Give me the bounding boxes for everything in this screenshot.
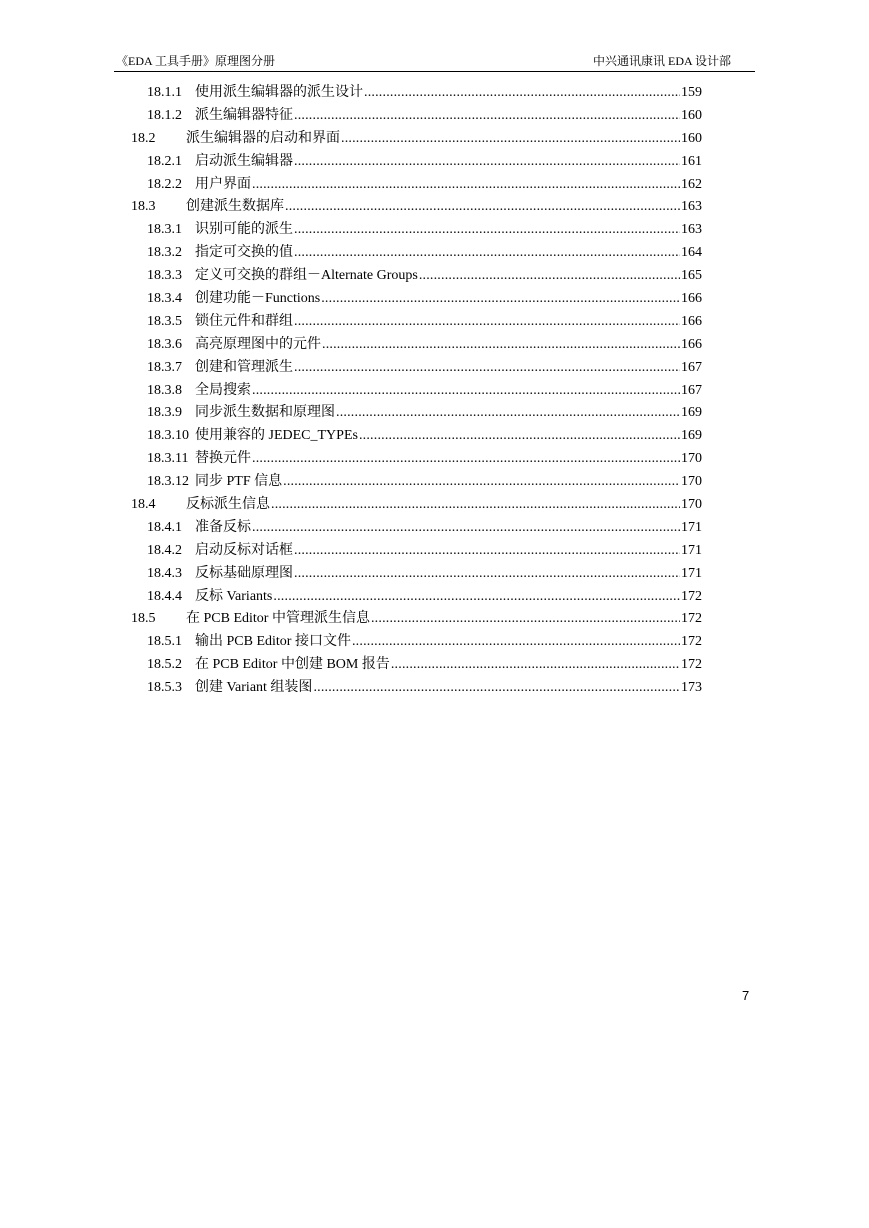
- toc-entry[interactable]: [128, 380, 702, 403]
- toc-entry[interactable]: [128, 311, 702, 334]
- toc-entry[interactable]: [128, 334, 702, 357]
- toc-entry[interactable]: [128, 128, 702, 151]
- toc-entry[interactable]: [128, 288, 702, 311]
- toc-entry-number: 18.3.1: [147, 222, 182, 238]
- toc-dot-leader: [371, 608, 680, 631]
- toc-dot-leader: [321, 288, 680, 311]
- toc-entry-page: 160: [681, 107, 702, 123]
- toc-entry-page: 170: [681, 474, 702, 490]
- toc-entry-title: 派生编辑器特征: [195, 107, 293, 123]
- toc-entry[interactable]: [128, 196, 702, 219]
- toc-entry[interactable]: [128, 82, 702, 105]
- toc-entry-number: 18.3.9: [147, 405, 182, 421]
- toc-entry-number: 18.3.3: [147, 268, 182, 284]
- toc-entry-page: 166: [681, 336, 702, 352]
- toc-entry[interactable]: [128, 654, 702, 677]
- toc-entry-page: 172: [681, 588, 702, 604]
- toc-entry-page: 173: [681, 680, 702, 696]
- toc-entry-title: 准备反标: [195, 519, 251, 535]
- toc-entry-title: 创建功能－Functions: [195, 291, 321, 307]
- toc-entry[interactable]: [128, 425, 702, 448]
- toc-entry-title: 启动派生编辑器: [195, 153, 293, 169]
- toc-entry-page: 170: [681, 451, 702, 467]
- toc-entry[interactable]: [128, 586, 702, 609]
- toc-entry-title: 高亮原理图中的元件: [195, 336, 321, 352]
- toc-entry-title: 启动反标对话框: [195, 542, 293, 558]
- toc-dot-leader: [341, 128, 680, 151]
- toc-entry-page: 169: [681, 405, 702, 421]
- toc-entry-number: 18.4.1: [147, 519, 182, 535]
- toc-entry-page: 160: [681, 130, 702, 146]
- toc-entry-number: 18.3.5: [147, 313, 182, 329]
- toc-entry[interactable]: [128, 517, 702, 540]
- toc-entry-number: 18.4: [131, 497, 156, 513]
- toc-entry-title: 在 PCB Editor 中管理派生信息: [186, 611, 370, 627]
- toc-entry-page: 165: [681, 268, 702, 284]
- toc-dot-leader: [271, 494, 680, 517]
- toc-dot-leader: [359, 425, 680, 448]
- toc-entry[interactable]: [128, 494, 702, 517]
- toc-entry[interactable]: [128, 174, 702, 197]
- toc-entry[interactable]: [128, 677, 702, 700]
- toc-dot-leader: [294, 105, 680, 128]
- toc-entry-number: 18.2: [131, 130, 156, 146]
- toc-entry-number: 18.3.7: [147, 359, 182, 375]
- toc-dot-leader: [294, 563, 680, 586]
- toc-dot-leader: [322, 334, 680, 357]
- page-header-left: 《EDA 工具手册》原理图分册: [116, 54, 276, 68]
- toc-dot-leader: [336, 402, 680, 425]
- toc-entry[interactable]: [128, 357, 702, 380]
- toc-entry-page: 164: [681, 245, 702, 261]
- toc-entry-number: 18.3.8: [147, 382, 182, 398]
- toc-dot-leader: [294, 219, 680, 242]
- toc-entry[interactable]: [128, 242, 702, 265]
- toc-entry-page: 170: [681, 497, 702, 513]
- toc-entry-title: 创建派生数据库: [186, 199, 284, 215]
- toc-entry-number: 18.4.2: [147, 542, 182, 558]
- toc-entry-title: 反标 Variants: [195, 588, 273, 604]
- toc-entry-page: 167: [681, 359, 702, 375]
- table-of-contents: [128, 82, 702, 700]
- toc-entry-number: 18.3.2: [147, 245, 182, 261]
- header-rule: [114, 71, 755, 72]
- toc-entry-title: 反标派生信息: [186, 497, 270, 513]
- toc-entry-title: 反标基础原理图: [195, 565, 293, 581]
- toc-entry-number: 18.3.10: [147, 428, 189, 444]
- toc-entry[interactable]: [128, 448, 702, 471]
- toc-dot-leader: [391, 654, 680, 677]
- toc-entry-title: 全局搜索: [195, 382, 251, 398]
- page-header-right: 中兴通讯康讯 EDA 设计部: [592, 54, 731, 68]
- toc-entry-number: 18.2.1: [147, 153, 182, 169]
- toc-entry-page: 169: [681, 428, 702, 444]
- toc-entry-number: 18.3.4: [147, 291, 182, 307]
- toc-entry-page: 171: [681, 565, 702, 581]
- toc-entry-title: 在 PCB Editor 中创建 BOM 报告: [195, 657, 390, 673]
- toc-entry[interactable]: [128, 402, 702, 425]
- toc-entry-number: 18.2.2: [147, 176, 182, 192]
- toc-dot-leader: [285, 196, 680, 219]
- toc-entry-title: 输出 PCB Editor 接口文件: [195, 634, 351, 650]
- toc-entry[interactable]: [128, 219, 702, 242]
- toc-entry[interactable]: [128, 563, 702, 586]
- toc-entry[interactable]: [128, 151, 702, 174]
- toc-entry-number: 18.3.6: [147, 336, 182, 352]
- toc-entry-title: 创建和管理派生: [195, 359, 293, 375]
- toc-entry-number: 18.3: [131, 199, 156, 215]
- toc-dot-leader: [252, 380, 680, 403]
- toc-entry-number: 18.3.11: [147, 451, 189, 467]
- toc-entry-page: 163: [681, 199, 702, 215]
- toc-entry-title: 使用兼容的 JEDEC_TYPEs: [195, 428, 358, 444]
- toc-entry-number: 18.5.1: [147, 634, 182, 650]
- toc-dot-leader: [283, 471, 680, 494]
- toc-entry[interactable]: [128, 471, 702, 494]
- toc-dot-leader: [352, 631, 680, 654]
- toc-entry[interactable]: [128, 265, 702, 288]
- toc-entry-title: 锁住元件和群组: [195, 313, 293, 329]
- toc-entry[interactable]: [128, 540, 702, 563]
- toc-entry-page: 162: [681, 176, 702, 192]
- toc-entry-page: 166: [681, 291, 702, 307]
- toc-entry[interactable]: [128, 631, 702, 654]
- toc-dot-leader: [294, 311, 680, 334]
- toc-entry-title: 使用派生编辑器的派生设计: [195, 85, 363, 100]
- toc-entry-number: 18.5.3: [147, 680, 182, 696]
- toc-entry-page: 171: [681, 542, 702, 558]
- toc-entry-title: 定义可交换的群组－Alternate Groups: [195, 268, 418, 284]
- toc-entry-number: 18.4.4: [147, 588, 182, 604]
- toc-dot-leader: [294, 540, 680, 563]
- toc-entry-page: 172: [681, 657, 702, 673]
- toc-entry-title: 同步 PTF 信息: [195, 474, 283, 490]
- toc-entry-title: 派生编辑器的启动和界面: [186, 130, 340, 146]
- toc-entry-page: 172: [681, 634, 702, 650]
- toc-entry-number: 18.5.2: [147, 657, 182, 673]
- toc-entry-title: 同步派生数据和原理图: [195, 405, 335, 421]
- page-number: 7: [742, 988, 750, 1003]
- toc-dot-leader: [252, 448, 680, 471]
- toc-dot-leader: [313, 677, 680, 700]
- toc-dot-leader: [294, 151, 680, 174]
- toc-entry-title: 替换元件: [195, 451, 251, 467]
- toc-entry-page: 172: [681, 611, 702, 627]
- toc-dot-leader: [252, 174, 680, 197]
- toc-entry-title: 识别可能的派生: [195, 222, 293, 238]
- toc-dot-leader: [294, 357, 680, 380]
- toc-dot-leader: [419, 265, 680, 288]
- toc-entry-page: 163: [681, 222, 702, 238]
- toc-dot-leader: [273, 586, 680, 609]
- toc-entry[interactable]: [128, 105, 702, 128]
- toc-entry-number: 18.5: [131, 611, 156, 627]
- toc-entry-page: 171: [681, 519, 702, 535]
- toc-entry-page: 161: [681, 153, 702, 169]
- toc-entry-number: 18.1.1: [147, 85, 182, 100]
- toc-entry-title: 创建 Variant 组装图: [195, 680, 313, 696]
- toc-entry-number: 18.4.3: [147, 565, 182, 581]
- toc-dot-leader: [252, 517, 680, 540]
- toc-dot-leader: [364, 82, 680, 105]
- toc-entry-title: 用户界面: [195, 176, 251, 192]
- toc-entry-page: 159: [681, 85, 702, 100]
- toc-entry-number: 18.1.2: [147, 107, 182, 123]
- toc-entry[interactable]: [128, 608, 702, 631]
- toc-entry-page: 167: [681, 382, 702, 398]
- toc-entry-page: 166: [681, 313, 702, 329]
- toc-entry-number: 18.3.12: [147, 474, 189, 490]
- toc-dot-leader: [294, 242, 680, 265]
- toc-entry-title: 指定可交换的值: [195, 245, 293, 261]
